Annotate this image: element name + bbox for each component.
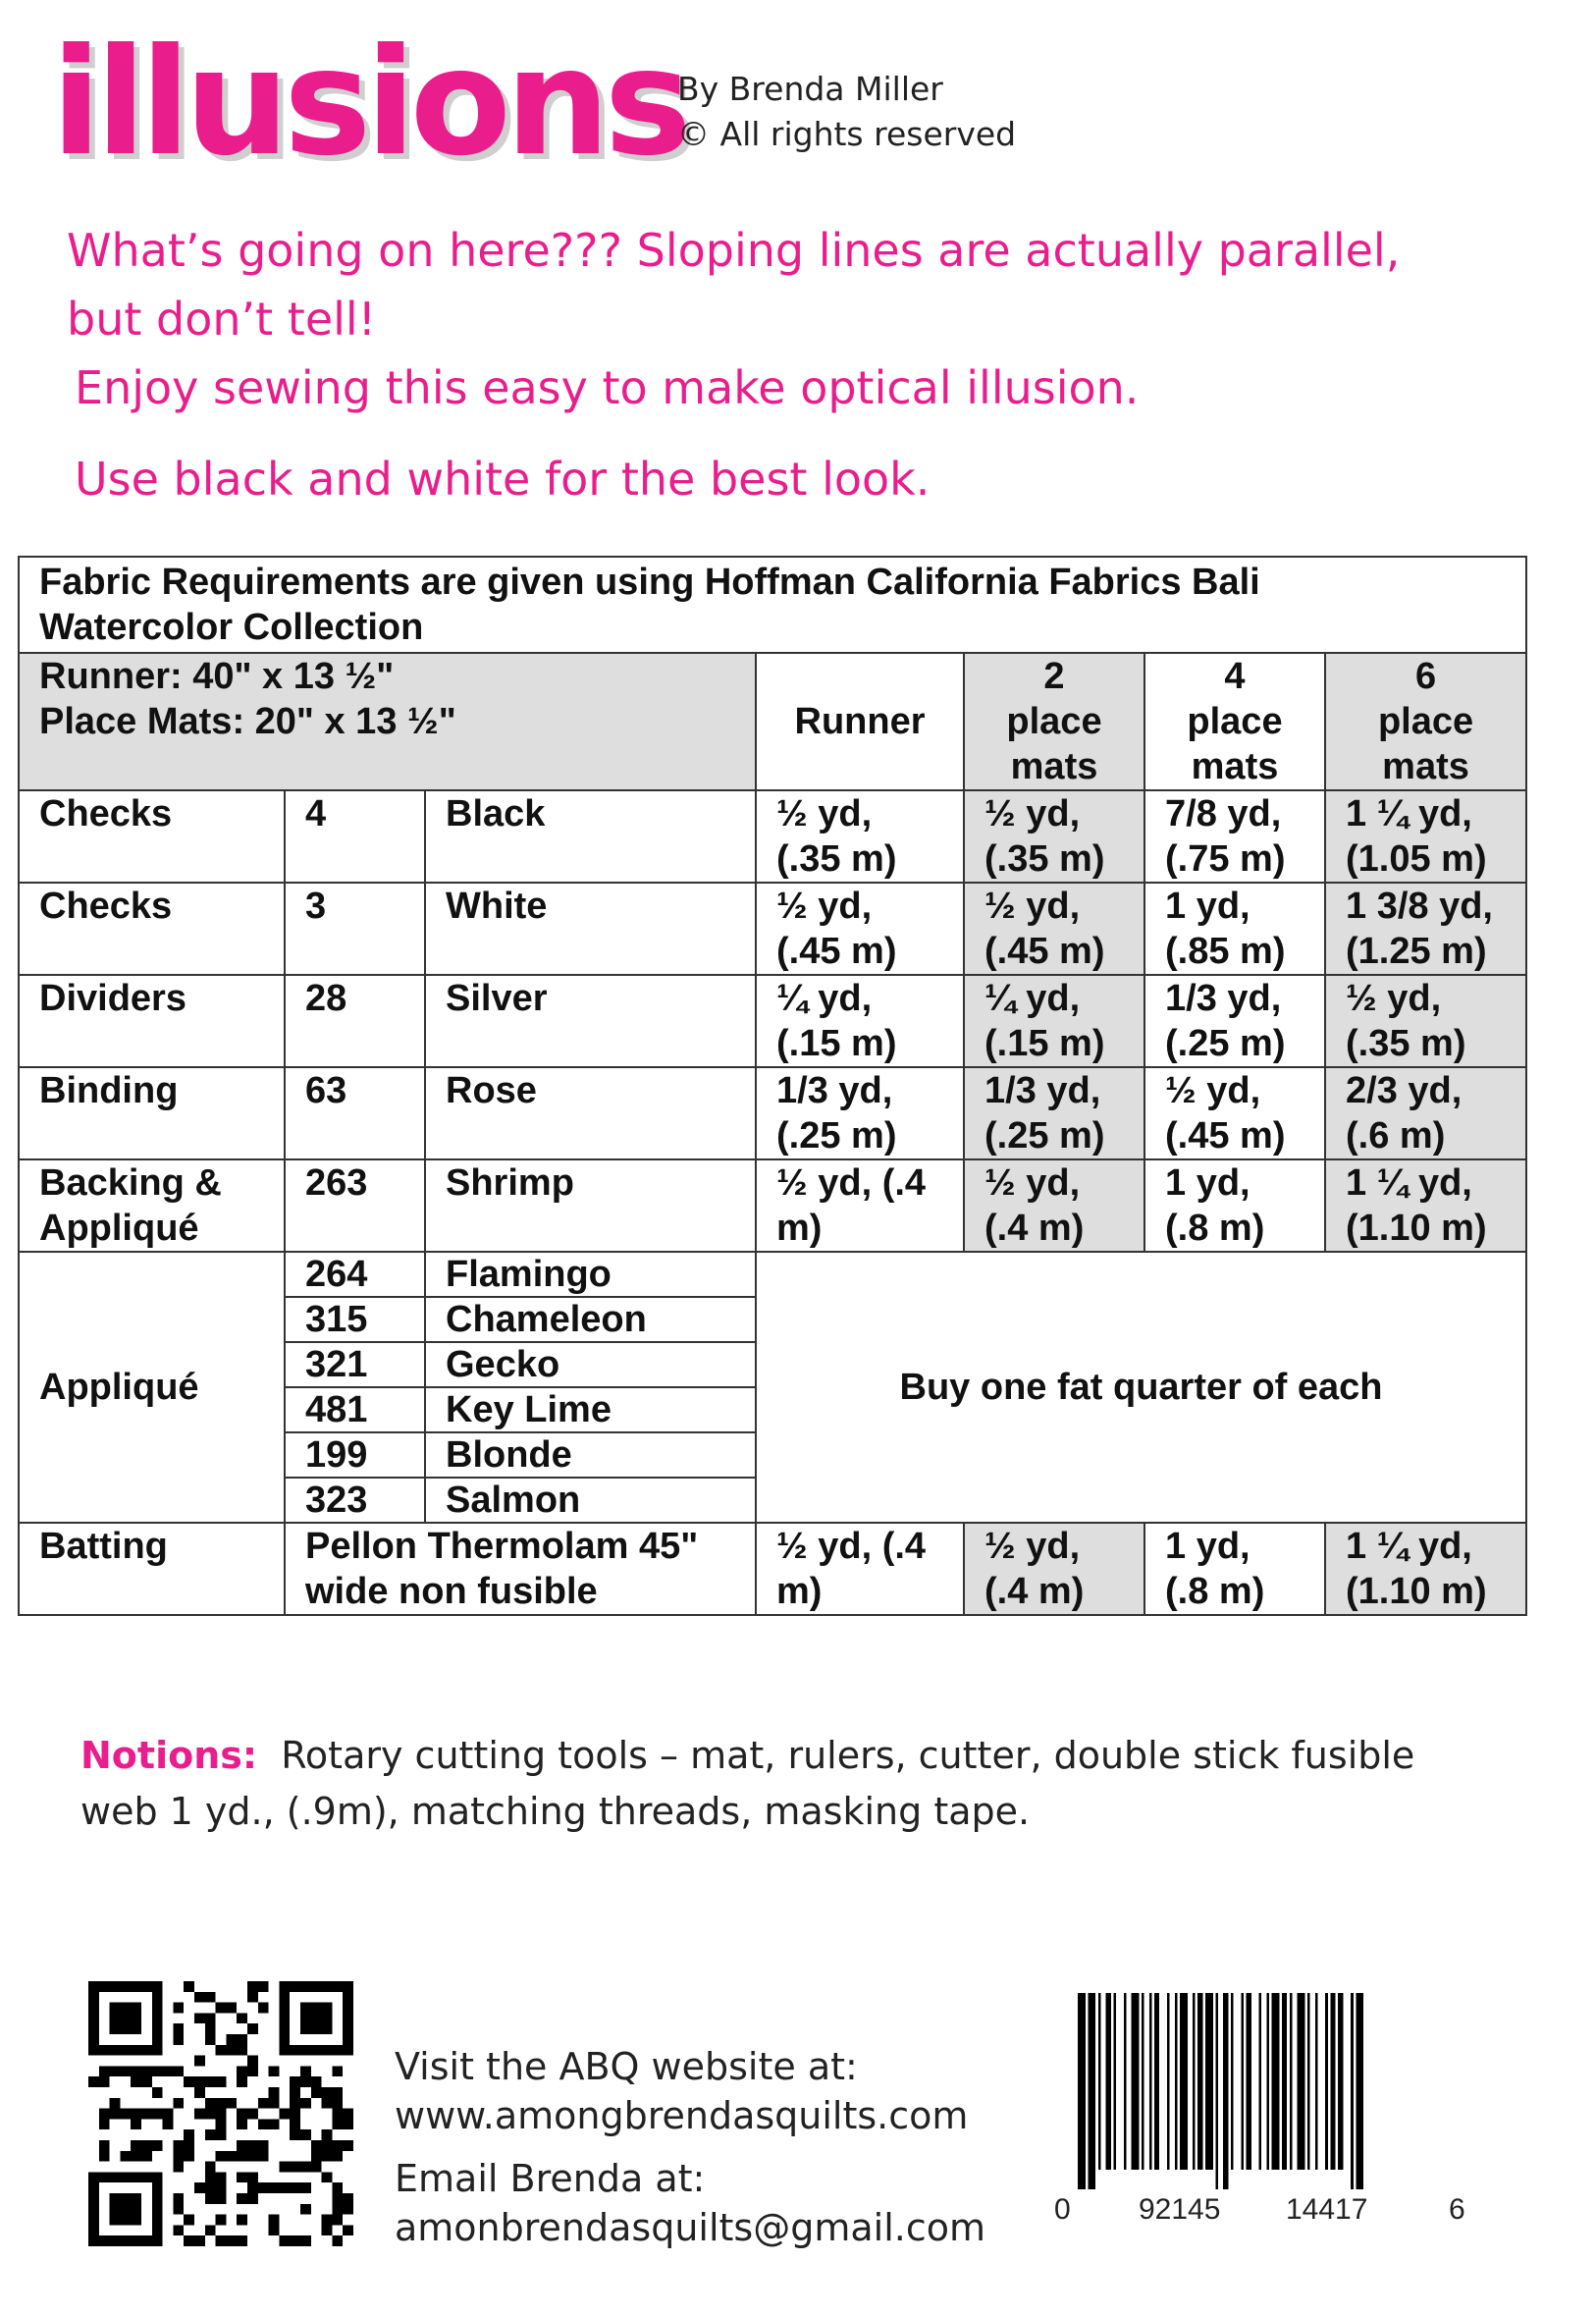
cell-line: ½ yd, xyxy=(1346,978,1442,1019)
runner-size: Runner: 40" x 13 ½" xyxy=(39,656,395,697)
cell-line: Dividers xyxy=(39,978,186,1019)
cell-line: m) xyxy=(776,1208,823,1249)
cell-line: 63 xyxy=(305,1070,347,1111)
cell-line: (.35 m) xyxy=(984,838,1105,880)
cell-line: White xyxy=(446,886,548,927)
fabric-use xyxy=(19,883,285,975)
cell-line: 1 ¼ yd, xyxy=(1346,1526,1472,1567)
cell-line: ½ yd, xyxy=(776,793,873,834)
cell-line: ¼ yd, xyxy=(776,978,873,1019)
cell-line: ½ yd, xyxy=(984,886,1081,927)
cell-line: 2/3 yd, xyxy=(1346,1070,1463,1111)
cell-line: (.45 m) xyxy=(984,931,1105,972)
col-header-text: place xyxy=(1006,701,1102,742)
cell-line: Rose xyxy=(446,1070,537,1111)
page-title: illusions xyxy=(51,18,686,188)
cell-line: Appliqué xyxy=(39,1208,199,1249)
col-header-2-mats xyxy=(964,653,1144,790)
cell-line: 3 xyxy=(305,886,327,927)
fabric-number xyxy=(285,1432,425,1478)
table-row xyxy=(19,975,1526,1067)
fabric-number xyxy=(285,883,425,975)
cell-line: 1/3 yd, xyxy=(776,1070,893,1111)
cell-line: 199 xyxy=(305,1434,368,1476)
cell-line: ½ yd, (.4 xyxy=(776,1526,927,1567)
col-header-text: mats xyxy=(1382,746,1469,787)
fabric-color xyxy=(425,790,756,883)
cell-line: Gecko xyxy=(446,1344,560,1385)
table-title-row xyxy=(19,557,1526,653)
website-link[interactable]: www.amongbrendasquilts.com xyxy=(395,2094,969,2137)
barcode-digit: 14417 xyxy=(1286,2193,1368,2226)
cell-line: wide non fusible xyxy=(305,1571,598,1612)
cell-line: Checks xyxy=(39,886,173,927)
table-title-line: Watercolor Collection xyxy=(39,607,424,648)
table-row xyxy=(19,883,1526,975)
fabric-use xyxy=(19,1523,285,1615)
email-link[interactable]: amonbrendasquilts@gmail.com xyxy=(395,2206,986,2249)
yardage-cell xyxy=(1325,1523,1526,1615)
cell-line: 263 xyxy=(305,1162,368,1204)
yardage-cell xyxy=(964,1159,1144,1252)
yardage-cell xyxy=(1144,883,1325,975)
cell-line: 1/3 yd, xyxy=(1165,978,1282,1019)
fabric-number xyxy=(285,975,425,1067)
cell-line: Black xyxy=(446,793,546,834)
author-text: By Brenda Miller xyxy=(677,70,943,108)
cell-line: 1/3 yd, xyxy=(984,1070,1101,1111)
notions xyxy=(80,1728,1455,1840)
cell-line: ½ yd, xyxy=(984,1526,1081,1567)
cell-line: (.6 m) xyxy=(1346,1115,1446,1157)
fabric-color xyxy=(425,1297,756,1342)
cell-line: (1.25 m) xyxy=(1346,931,1487,972)
table-title-line: Fabric Requirements are given using Hoffman California Fabrics Bali xyxy=(39,562,1260,603)
yardage-cell xyxy=(756,883,964,975)
cell-line: 28 xyxy=(305,978,347,1019)
cell-line: 1 ¼ yd, xyxy=(1346,1162,1472,1204)
cell-line: Blonde xyxy=(446,1434,572,1476)
cell-line: ½ yd, xyxy=(984,1162,1081,1204)
col-header-text: mats xyxy=(1191,746,1279,787)
cell-line: Shrimp xyxy=(446,1162,574,1204)
barcode-digit: 6 xyxy=(1449,2193,1465,2226)
yardage-cell xyxy=(1144,1523,1325,1615)
yardage-cell xyxy=(756,790,964,883)
fabric-number xyxy=(285,1252,425,1297)
cell-line: (.85 m) xyxy=(1165,931,1286,972)
cell-line: 321 xyxy=(305,1344,368,1385)
col-header-runner xyxy=(756,653,964,790)
intro-line: but don’t tell! xyxy=(67,293,377,346)
intro-line: Use black and white for the best look. xyxy=(75,453,931,506)
fabric-color xyxy=(425,1478,756,1523)
fabric-use xyxy=(19,1067,285,1159)
cell-line: Backing & xyxy=(39,1162,222,1204)
col-header-text: place xyxy=(1187,701,1283,742)
col-header-text: 2 xyxy=(1043,656,1065,697)
yardage-cell xyxy=(1144,1067,1325,1159)
cell-line: (.8 m) xyxy=(1165,1208,1265,1249)
cell-line: 264 xyxy=(305,1254,368,1295)
size-header xyxy=(19,653,756,790)
yardage-cell xyxy=(1144,975,1325,1067)
batting-description xyxy=(285,1523,756,1615)
notions-label: Notions: xyxy=(80,1734,258,1777)
yardage-cell xyxy=(1325,1067,1526,1159)
cell-line: Checks xyxy=(39,793,173,834)
cell-line: (.35 m) xyxy=(1346,1023,1466,1064)
cell-line: Pellon Thermolam 45" xyxy=(305,1526,699,1567)
cell-line: (.35 m) xyxy=(776,838,897,880)
cell-line: Chameleon xyxy=(446,1299,647,1340)
applique-row xyxy=(19,1252,1526,1297)
cell-line: 1 3/8 yd, xyxy=(1346,886,1493,927)
cell-line: Appliqué xyxy=(39,1367,199,1408)
cell-line: (1.10 m) xyxy=(1346,1571,1487,1612)
yardage-cell xyxy=(1325,975,1526,1067)
cell-line: (.15 m) xyxy=(776,1023,897,1064)
cell-line: ½ yd, (.4 xyxy=(776,1162,927,1204)
cell-line: 315 xyxy=(305,1299,368,1340)
yardage-cell xyxy=(964,790,1144,883)
fabric-color xyxy=(425,975,756,1067)
cell-line: m) xyxy=(776,1571,823,1612)
yardage-cell xyxy=(964,883,1144,975)
table-row xyxy=(19,1523,1526,1615)
cell-line: ¼ yd, xyxy=(984,978,1081,1019)
barcode-digit: 92145 xyxy=(1139,2193,1221,2226)
notions-text: Rotary cutting tools – mat, rulers, cutter, double stick fusible xyxy=(257,1734,1415,1777)
fabric-use xyxy=(19,790,285,883)
website-label: Visit the ABQ website at: xyxy=(395,2045,858,2088)
cell-line: (.15 m) xyxy=(984,1023,1105,1064)
yardage-cell xyxy=(756,1067,964,1159)
cell-line: (.4 m) xyxy=(984,1208,1085,1249)
table-row xyxy=(19,790,1526,883)
cell-line: 1 yd, xyxy=(1165,886,1250,927)
yardage-cell xyxy=(756,1159,964,1252)
contact-info xyxy=(395,2042,985,2252)
fabric-use xyxy=(19,975,285,1067)
fabric-color xyxy=(425,1067,756,1159)
col-header-text: 6 xyxy=(1414,656,1437,697)
cell-line: (1.10 m) xyxy=(1346,1208,1487,1249)
rights-text: © All rights reserved xyxy=(677,115,1017,153)
table-title xyxy=(19,557,1526,653)
intro-line: Enjoy sewing this easy to make optical illusion. xyxy=(75,361,1140,414)
yardage-cell xyxy=(1144,1159,1325,1252)
cell-line: 1 yd, xyxy=(1165,1526,1250,1567)
cell-line: Batting xyxy=(39,1526,168,1567)
qr-code-icon xyxy=(88,1981,353,2246)
yardage-cell xyxy=(1325,1159,1526,1252)
cell-line: (.45 m) xyxy=(776,931,897,972)
fabric-number xyxy=(285,1478,425,1523)
cell-line: (.25 m) xyxy=(776,1115,897,1157)
table-row xyxy=(19,1067,1526,1159)
col-header-4-mats xyxy=(1144,653,1325,790)
yardage-cell xyxy=(1325,790,1526,883)
notions-line: web 1 yd., (.9m), matching threads, masking tape. xyxy=(80,1790,1031,1833)
cell-line: 323 xyxy=(305,1480,368,1521)
yardage-cell xyxy=(964,975,1144,1067)
fabric-use xyxy=(19,1159,285,1252)
cell-line: 481 xyxy=(305,1389,368,1430)
cell-line: (.4 m) xyxy=(984,1571,1085,1612)
cell-line: 4 xyxy=(305,793,327,834)
col-header-6-mats xyxy=(1325,653,1526,790)
fabric-number xyxy=(285,1159,425,1252)
cell-line: (.8 m) xyxy=(1165,1571,1265,1612)
fabric-requirements-table xyxy=(18,556,1527,1616)
cell-line: ½ yd, xyxy=(984,793,1081,834)
fabric-number xyxy=(285,1387,425,1432)
fabric-number xyxy=(285,1342,425,1387)
col-header-text: place xyxy=(1377,701,1474,742)
fabric-number xyxy=(285,790,425,883)
table-row xyxy=(19,1159,1526,1252)
cell-line: Buy one fat quarter of each xyxy=(899,1367,1383,1408)
fabric-number xyxy=(285,1067,425,1159)
yardage-cell xyxy=(756,1523,964,1615)
yardage-cell xyxy=(1144,790,1325,883)
cell-line: 1 yd, xyxy=(1165,1162,1250,1204)
cell-line: Silver xyxy=(446,978,548,1019)
fabric-color xyxy=(425,1432,756,1478)
yardage-cell xyxy=(756,975,964,1067)
barcode-digit: 0 xyxy=(1054,2193,1071,2226)
cell-line: Salmon xyxy=(446,1480,581,1521)
fabric-color xyxy=(425,1252,756,1297)
cell-line: (.25 m) xyxy=(1165,1023,1286,1064)
applique-note xyxy=(756,1252,1526,1523)
notions-line xyxy=(80,1728,1455,1784)
barcode-icon xyxy=(1054,1993,1465,2229)
table-header-row xyxy=(19,653,1526,790)
byline xyxy=(677,67,1016,157)
yardage-cell xyxy=(1325,883,1526,975)
cell-line: Binding xyxy=(39,1070,179,1111)
fabric-color xyxy=(425,1387,756,1432)
cell-line: Flamingo xyxy=(446,1254,612,1295)
fabric-number xyxy=(285,1297,425,1342)
cell-line: (1.05 m) xyxy=(1346,838,1487,880)
intro-line: What’s going on here??? Sloping lines are actually parallel, xyxy=(67,224,1401,277)
cell-line: 1 ¼ yd, xyxy=(1346,793,1472,834)
cell-line: (.45 m) xyxy=(1165,1115,1286,1157)
cell-line: 7/8 yd, xyxy=(1165,793,1282,834)
col-header-text: Runner xyxy=(794,701,926,742)
cell-line: ½ yd, xyxy=(1165,1070,1261,1111)
cell-line: (.25 m) xyxy=(984,1115,1105,1157)
fabric-color xyxy=(425,1159,756,1252)
cell-line: (.75 m) xyxy=(1165,838,1286,880)
yardage-cell xyxy=(964,1067,1144,1159)
yardage-cell xyxy=(964,1523,1144,1615)
placemat-size: Place Mats: 20" x 13 ½" xyxy=(39,701,456,742)
email-label: Email Brenda at: xyxy=(395,2157,706,2200)
fabric-color xyxy=(425,883,756,975)
fabric-color xyxy=(425,1342,756,1387)
cell-line: Key Lime xyxy=(446,1389,612,1430)
cell-line: ½ yd, xyxy=(776,886,873,927)
col-header-text: 4 xyxy=(1224,656,1246,697)
col-header-text: mats xyxy=(1010,746,1098,787)
applique-label xyxy=(19,1252,285,1523)
barcode-bars xyxy=(1070,1993,1463,2189)
